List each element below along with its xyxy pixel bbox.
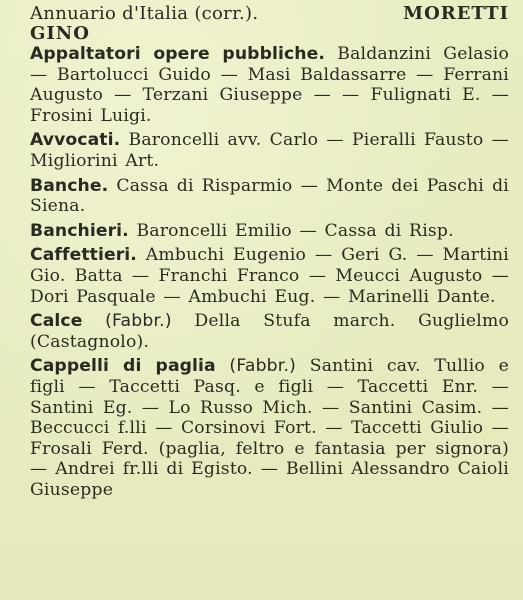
- entry-category: Avvocati.: [30, 130, 121, 151]
- place-firstname: GINO: [30, 23, 90, 44]
- entry-subtitle: (Fabbr.): [105, 311, 172, 332]
- place-surname: MORETTI: [403, 3, 509, 24]
- page-header: [30, 4, 509, 24]
- entry-text: Santini cav. Tullio e figli — Taccetti Pasq. e figli — Taccetti Enr. — Santini Eg. — Lo Russo Mich. — Santini Casim. — Beccucci f.lli — Corsinovi Fort. — Taccetti Giulio — Frosali Ferd. (paglia, feltro e fantasia per signora) — Andrei fr.lli di Egisto. — Bellini Alessandro Caioli Giuseppe: [30, 356, 509, 500]
- entries-list: [30, 44, 509, 500]
- entry-category: Calce: [30, 311, 83, 332]
- entry-category: Caffettieri.: [30, 245, 137, 266]
- entry-text: Baldanzini Gelasio — Bartolucci Guido — Masi Baldassarre — Ferrani Augusto — Terzani Giuseppe — — Fulignati E. — Frosini Luigi.: [30, 44, 510, 126]
- directory-entry: [30, 176, 509, 217]
- entry-text: Baroncelli avv. Carlo — Pieralli Fausto — Migliorini Art.: [30, 130, 509, 171]
- directory-entry: [30, 311, 509, 352]
- entry-category: Banche.: [30, 175, 109, 196]
- directory-entry: [30, 130, 509, 171]
- entry-category: Appaltatori opere pubbliche.: [30, 44, 325, 64]
- entry-subtitle: (Fabbr.): [229, 356, 297, 377]
- entry-category: Cappelli di paglia: [30, 356, 216, 377]
- annuario-title: Annuario d'Italia (corr.).: [30, 3, 259, 24]
- directory-entry: [30, 44, 509, 126]
- directory-entry: [30, 221, 509, 242]
- entry-text: Baroncelli Emilio — Cassa di Risp.: [136, 220, 454, 241]
- directory-entry: [30, 245, 509, 307]
- entry-category: Banchieri.: [30, 220, 129, 241]
- entry-text: Ambuchi Eugenio — Geri G. — Martini Gio. Batta — Franchi Franco — Meucci Augusto — Dori Pasquale — Ambuchi Eug. — Marinelli Dante.: [30, 245, 509, 307]
- entry-text: Cassa di Risparmio — Monte dei Paschi di Siena.: [30, 175, 509, 217]
- directory-entry: [30, 356, 509, 500]
- entry-text: Della Stufa march. Guglielmo (Castagnolo).: [30, 311, 509, 352]
